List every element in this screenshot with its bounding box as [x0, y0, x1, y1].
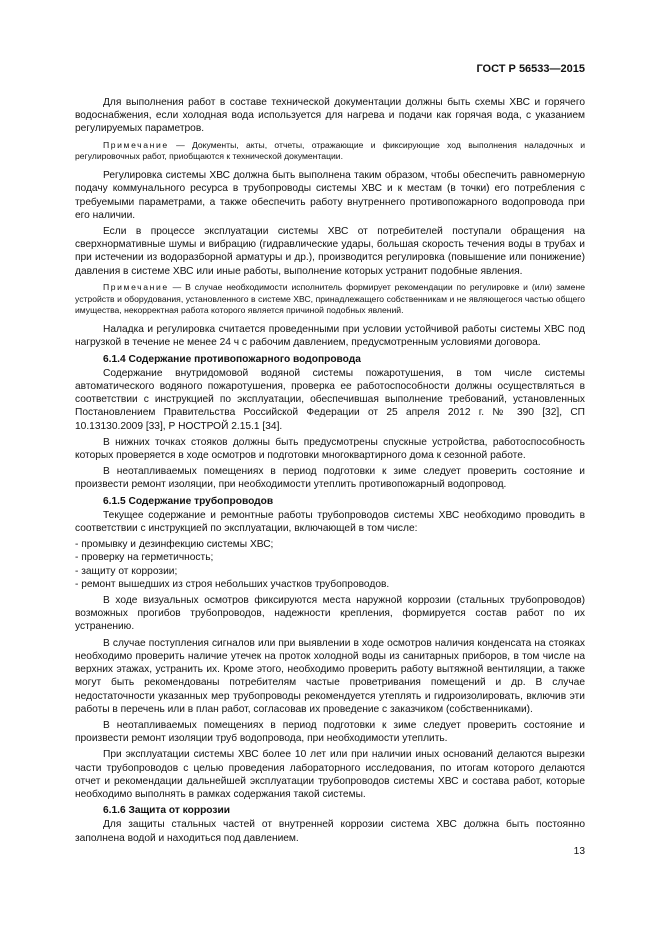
- paragraph: В ходе визуальных осмотров фиксируются места наружной коррозии (стальных трубопроводов) возможных прогибов трубопроводов, надежности крепления, формируется состав работ по их устранению.: [75, 595, 585, 633]
- note-label: Примечание: [103, 139, 169, 150]
- page-number: 13: [573, 846, 585, 857]
- section-heading-6-1-6: 6.1.6 Защита от коррозии: [103, 805, 230, 817]
- document-body: [75, 96, 585, 848]
- paragraph: В неотапливаемых помещениях в период подготовки к зиме следует проверить состояние и произвести ремонт изоляции, при необходимости утеплить противопожарный водопровод.: [75, 466, 585, 491]
- document-id-header: ГОСТ Р 56533—2015: [476, 63, 585, 75]
- paragraph: Содержание внутридомовой водяной системы пожаротушения, в том числе системы автоматического водяного пожаротушения, проверка ее работоспособности должны осуществляться в соответствии с инструкцией по эксплуатации, обеспечившая выполнение требований, установленных Постановлением Правительства Российской Федерации от 25 апреля 2012 г. № 390 [32], СП 10.13130.2009 [33], Р НОСТРОЙ 2.15.1 [34].: [75, 367, 585, 432]
- list-item: - проверку на герметичность;: [75, 552, 214, 564]
- note-text: — В случае необходимости исполнитель формирует рекомендации по регулировке и (или) замене устройств и оборудования, установленного в системе ХВС, принадлежащего собственникам и не являющегося частью общего имущества, некорректная работа которого является причиной подобных явлений.: [75, 281, 585, 316]
- note: [75, 282, 585, 317]
- paragraph: Наладка и регулировка считается проведенными при условии устойчивой работы системы ХВС под нагрузкой в течение не менее 24 ч с рабочим давлением, предусмотренным условиями договора.: [75, 324, 585, 349]
- paragraph: Текущее содержание и ремонтные работы трубопроводов системы ХВС необходимо проводить в соответствии с инструкцией по эксплуатации, включающей в том числе:: [75, 509, 585, 535]
- list-item: - защиту от коррозии;: [75, 565, 178, 577]
- paragraph: Регулировка системы ХВС должна быть выполнена таким образом, чтобы обеспечить равномерную подачу коммунального ресурса в трубопроводы системы ХВС и к местам (в точки) его потребления с требуемыми параметрами, а также обеспечить работу внутреннего противопожарного водопровода при его наличии.: [75, 170, 585, 221]
- paragraph: Для защиты стальных частей от внутренней коррозии система ХВС должна быть постоянно заполнена водой и находиться под давлением.: [75, 819, 585, 844]
- paragraph: Если в процессе эксплуатации системы ХВС от потребителей поступали обращения на сверхнормативные шумы и вибрацию (гидравлические удары, большая скорость течения воды в трубах и при истечении из водоразборной арматуры и др.), производится регулировка (повышение или понижение) давления в системе ХВС или иные работы, выполнение которых устранит подобные явления.: [75, 226, 585, 277]
- paragraph: В случае поступления сигналов или при выявлении в ходе осмотров наличия конденсата на стояках необходимо проверить наличие утечек на проток холодной воды из санитарных приборов, в том числе на верхних этажах, устранить их. Кроме этого, необходимо проверить работу вытяжной вентиляции, а также могут быть рекомендованы потребителям частые проветривания помещений и др. В случае недостаточности указанных мер трубопроводы рекомендуется утеплять и гидроизолировать, включив эти работы в перечень или в план работ, согласовав их проведение с заказчиком (собственниками).: [75, 637, 585, 715]
- paragraph: В неотапливаемых помещениях в период подготовки к зиме следует проверить состояние и произвести ремонт изоляции труб водопровода, при необходимости утеплить.: [75, 719, 585, 745]
- paragraph: В нижних точках стояков должны быть предусмотрены спускные устройства, работоспособность которых проверяется в ходе осмотров и подготовки многоквартирного дома к сезонной работе.: [75, 436, 585, 462]
- list-item: - промывку и дезинфекцию системы ХВС;: [75, 539, 274, 551]
- paragraph: Для выполнения работ в составе технической документации должны быть схемы ХВС и горячего водоснабжения, если холодная вода используется для нагрева и подачи как горячая вода, с указанием регулируемых параметров.: [75, 97, 585, 135]
- note-text: — Документы, акты, отчеты, отражающие и фиксирующие ход выполнения наладочных и регулировочных работ, приобщаются к технической документации.: [75, 139, 585, 162]
- note: [75, 140, 585, 164]
- paragraph: При эксплуатации системы ХВС более 10 лет или при наличии иных оснований делаются вырезки части трубопроводов с целью проведения лабораторного исследования, по итогам которого делаются отчет и рекомендации дальнейшей эксплуатации трубопроводов системы ХВС и состава работ, которые необходимо выполнять в рамках содержания такой системы.: [75, 749, 585, 800]
- section-heading-6-1-5: 6.1.5 Содержание трубопроводов: [103, 495, 274, 507]
- note-label: Примечание: [103, 281, 169, 292]
- section-heading-6-1-4: 6.1.4 Содержание противопожарного водопровода: [103, 353, 361, 365]
- list-item: - ремонт вышедших из строя небольших участков трубопроводов.: [75, 578, 390, 590]
